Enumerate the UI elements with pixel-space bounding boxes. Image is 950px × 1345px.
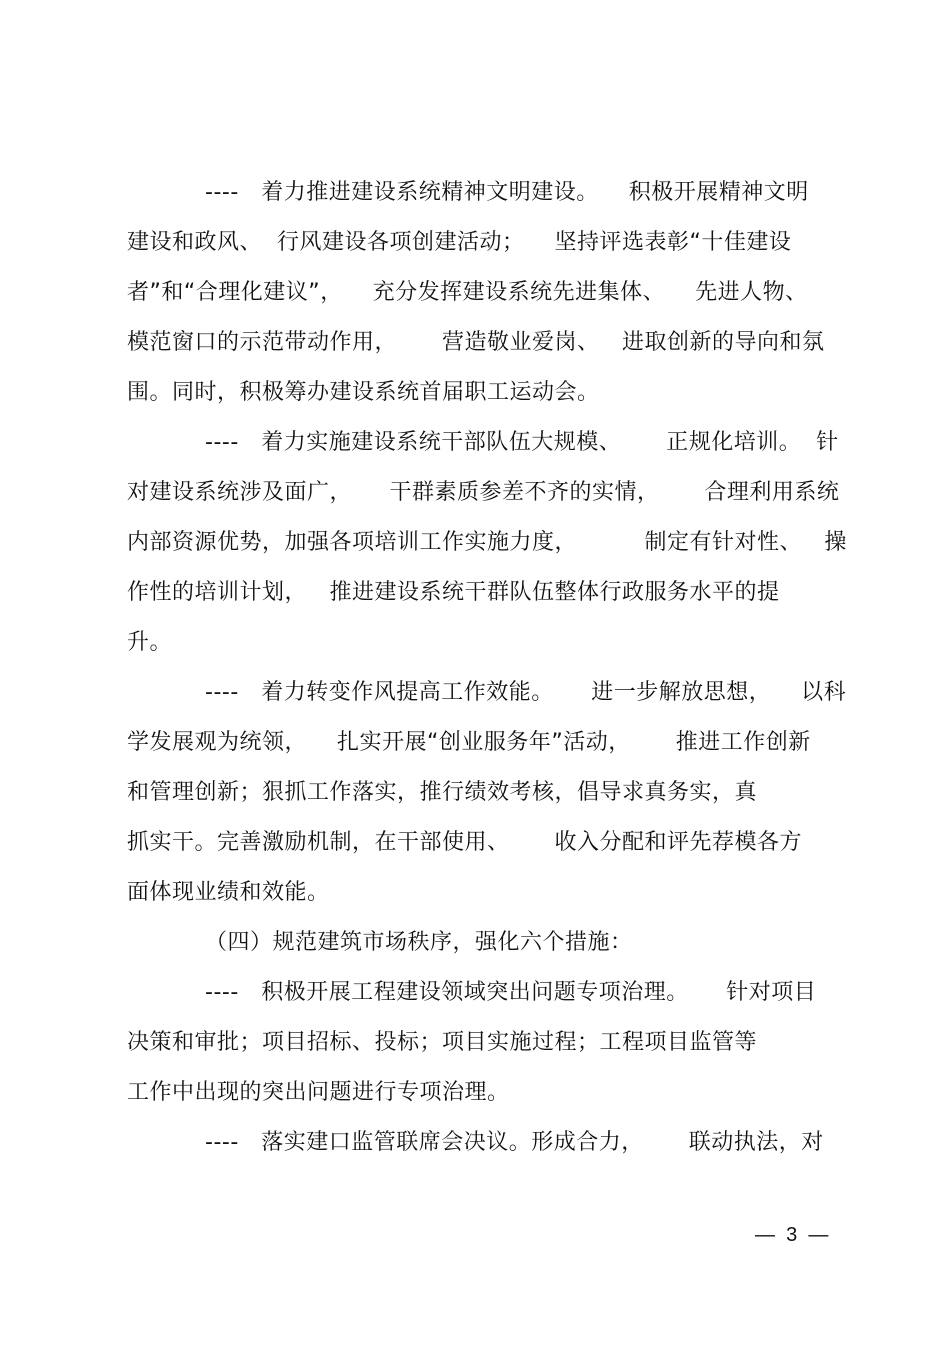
text-line: 作性的培训计划， 推进建设系统干群队伍整体行政服务水平的提 (127, 580, 780, 605)
section-heading: （四）规范建筑市场秩序，强化六个措施： (205, 930, 633, 955)
text-line: 内部资源优势，加强各项培训工作实施力度， 制定有针对性、 操 (127, 530, 847, 555)
text-line: ---- 落实建口监管联席会决议。形成合力， 联动执法，对 (205, 1130, 824, 1155)
text-line: ---- 积极开展工程建设领域突出问题专项治理。 针对项目 (205, 980, 817, 1005)
text-line: 和管理创新；狠抓工作落实，推行绩效考核，倡导求真务实，真 (127, 780, 758, 805)
text-line: 模范窗口的示范带动作用， 营造敬业爱岗、 进取创新的导向和氛 (127, 330, 825, 355)
text-line: 决策和审批；项目招标、投标；项目实施过程；工程项目监管等 (127, 1030, 758, 1055)
text-line: 抓实干。完善激励机制，在干部使用、 收入分配和评先荐模各方 (127, 830, 802, 855)
text-line: 工作中出现的突出问题进行专项治理。 (127, 1080, 510, 1105)
text-line: 升。 (127, 630, 173, 655)
text-line: ---- 着力转变作风提高工作效能。 进一步解放思想， 以科 (205, 680, 847, 705)
text-line: ---- 着力实施建设系统干部队伍大规模、 正规化培训。 针 (205, 430, 839, 455)
text-line: 对建设系统涉及面广， 干群素质参差不齐的实情， 合理利用系统 (127, 480, 840, 505)
page-number: — 3 — (755, 1224, 829, 1246)
text-line: 学发展观为统领， 扎实开展“创业服务年”活动， 推进工作创新 (127, 730, 811, 755)
text-line: 围。同时，积极筹办建设系统首届职工运动会。 (127, 380, 600, 405)
text-line: 面体现业绩和效能。 (127, 880, 330, 905)
text-line: ---- 着力推进建设系统精神文明建设。 积极开展精神文明 (205, 180, 809, 205)
text-line: 建设和政风、 行风建设各项创建活动； 坚持评选表彰“十佳建设 (127, 230, 792, 255)
text-line: 者”和“合理化建议”， 充分发挥建设系统先进集体、 先进人物、 (127, 280, 808, 305)
